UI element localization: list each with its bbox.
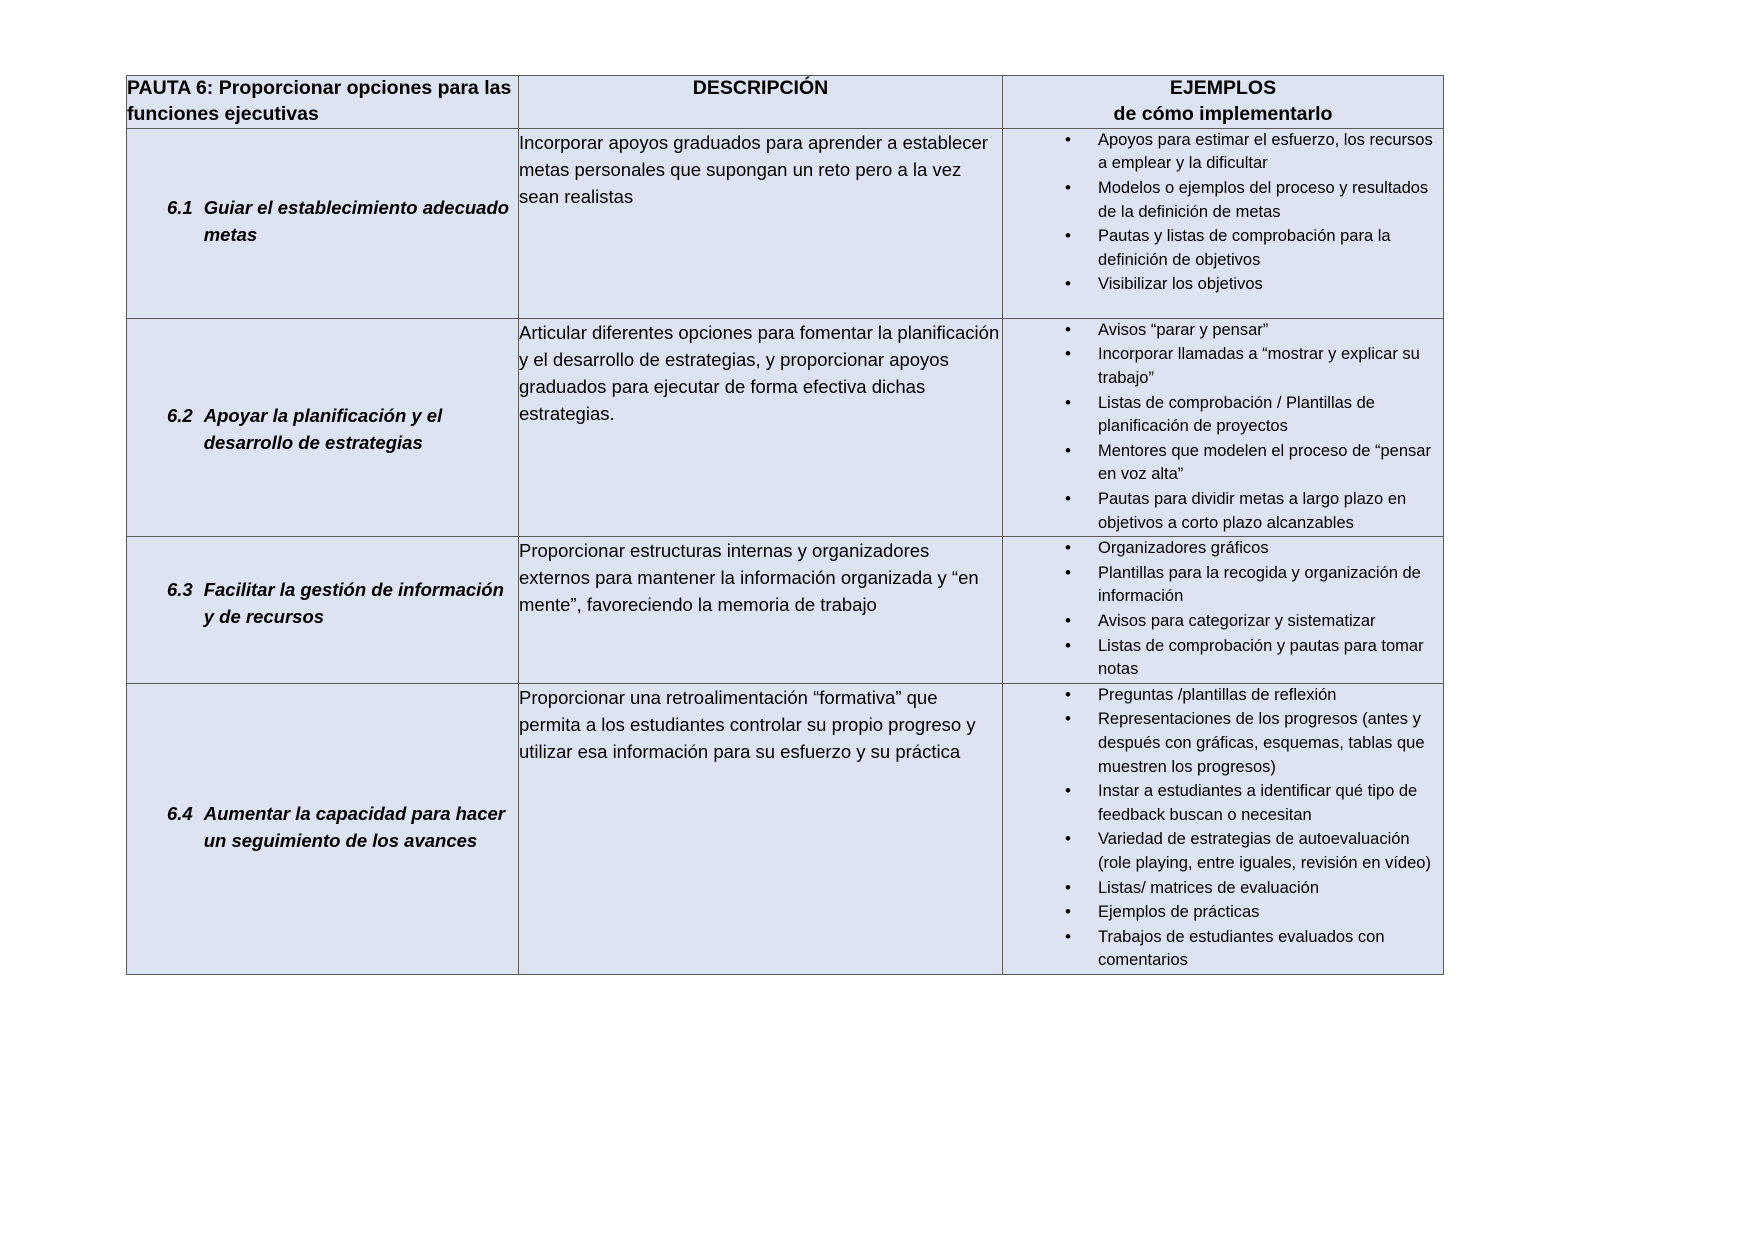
list-item: • Plantillas para la recogida y organización de información <box>1065 562 1443 609</box>
examples-list-6-4 <box>1003 684 1443 973</box>
list-item: • Instar a estudiantes a identificar qué tipo de feedback buscan o necesitan <box>1065 780 1443 827</box>
list-item: • Trabajos de estudiantes evaluados con comentarios <box>1065 926 1443 973</box>
udl-guidelines-table <box>126 75 1444 975</box>
examples-cell-6-4 <box>1003 683 1444 974</box>
list-item: • Preguntas /plantillas de reflexión <box>1065 684 1443 708</box>
guideline-cell-6-1 <box>127 128 519 318</box>
list-item: • Pautas para dividir metas a largo plazo en objetivos a corto plazo alcanzables <box>1065 488 1443 535</box>
examples-cell-6-1 <box>1003 128 1444 318</box>
list-item: • Listas/ matrices de evaluación <box>1065 877 1443 901</box>
list-item: • Representaciones de los progresos (antes y después con gráficas, esquemas, tablas que muestren los progresos) <box>1065 708 1443 779</box>
guideline-label-6-1: Guiar el establecimiento adecuado metas <box>203 196 510 245</box>
udl-table-container <box>126 75 1443 975</box>
guideline-number-6-1: 6.1 <box>167 196 193 218</box>
guideline-label-6-2: Apoyar la planificación y el desarrollo de estrategias <box>203 404 443 453</box>
description-cell-6-2: Articular diferentes opciones para fomentar la planificación y el desarrollo de estrategias, y proporcionar apoyos graduados para ejecutar de forma efectiva dichas estrategias. <box>519 318 1003 536</box>
examples-list-6-2 <box>1003 319 1443 535</box>
list-item: • Listas de comprobación / Plantillas de planificación de proyectos <box>1065 392 1443 439</box>
list-item: • Visibilizar los objetivos <box>1065 273 1443 297</box>
table-row <box>127 128 1444 318</box>
examples-cell-6-3 <box>1003 537 1444 684</box>
guideline-cell-6-2 <box>127 318 519 536</box>
examples-list-6-3 <box>1003 537 1443 682</box>
table-row <box>127 537 1444 684</box>
list-item: • Avisos para categorizar y sistematizar <box>1065 610 1443 634</box>
list-item: • Incorporar llamadas a “mostrar y explicar su trabajo” <box>1065 343 1443 390</box>
description-cell-6-3: Proporcionar estructuras internas y organizadores externos para mantener la información organizada y “en mente”, favoreciendo la memoria de trabajo <box>519 537 1003 684</box>
guideline-number-6-3: 6.3 <box>167 579 193 601</box>
guideline-number-6-4: 6.4 <box>167 802 193 824</box>
table-row <box>127 318 1444 536</box>
list-item: • Listas de comprobación y pautas para tomar notas <box>1065 635 1443 682</box>
examples-list-6-1 <box>1003 129 1443 297</box>
examples-cell-6-2 <box>1003 318 1444 536</box>
guideline-label-6-3: Facilitar la gestión de información y de recursos <box>203 579 504 627</box>
description-cell-6-1: Incorporar apoyos graduados para aprender a establecer metas personales que supongan un reto pero a la vez sean realistas <box>519 128 1003 318</box>
list-item: • Variedad de estrategias de autoevaluación (role playing, entre iguales, revisión en vídeo) <box>1065 828 1443 875</box>
list-item: • Ejemplos de prácticas <box>1065 901 1443 925</box>
guideline-label-6-4: Aumentar la capacidad para hacer un seguimiento de los avances <box>203 802 505 851</box>
header-ejemplos-subtitle: de cómo implementarlo <box>1113 102 1333 125</box>
header-cell-pauta: PAUTA 6: Proporcionar opciones para las funciones ejecutivas <box>127 76 519 129</box>
table-row <box>127 683 1444 974</box>
list-item: • Avisos “parar y pensar” <box>1065 319 1443 343</box>
header-ejemplos-title: EJEMPLOS <box>1169 77 1277 99</box>
guideline-cell-6-4 <box>127 683 519 974</box>
list-item: • Apoyos para estimar el esfuerzo, los recursos a emplear y la dificultar <box>1065 129 1443 176</box>
guideline-cell-6-3 <box>127 537 519 684</box>
description-cell-6-4: Proporcionar una retroalimentación “formativa” que permita a los estudiantes controlar su propio progreso y utilizar esa información para su esfuerzo y su práctica <box>519 683 1003 974</box>
list-item: • Organizadores gráficos <box>1065 537 1443 561</box>
list-item: • Mentores que modelen el proceso de “pensar en voz alta” <box>1065 440 1443 487</box>
header-cell-descripcion: DESCRIPCIÓN <box>519 76 1003 129</box>
header-cell-ejemplos <box>1003 76 1444 129</box>
list-item: • Modelos o ejemplos del proceso y resultados de la definición de metas <box>1065 177 1443 224</box>
table-header-row <box>127 76 1444 129</box>
guideline-number-6-2: 6.2 <box>167 404 193 426</box>
list-item: • Pautas y listas de comprobación para la definición de objetivos <box>1065 225 1443 272</box>
